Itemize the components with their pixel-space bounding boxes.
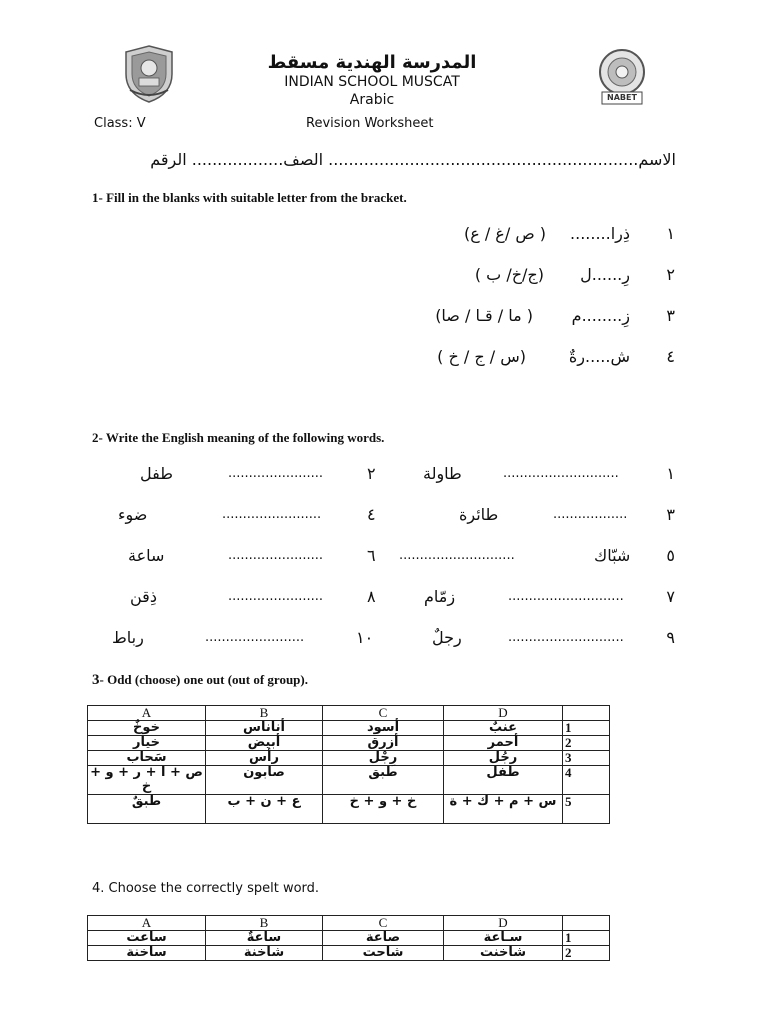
row-number: 3	[563, 751, 610, 766]
table-cell: رجُل	[444, 751, 563, 766]
q2-item-number: ١	[666, 464, 675, 483]
q2-word: رجلٌ	[432, 628, 462, 647]
q1-item-number: ١	[666, 224, 675, 243]
row-number: 2	[563, 736, 610, 751]
q2-word: طفل	[140, 464, 173, 483]
q1-item-options: ( ما / قـا / صا)	[435, 306, 533, 325]
column-header: A	[88, 916, 206, 931]
table-cell: ساخنة	[88, 946, 206, 961]
table-cell: ع + ن + ب	[206, 795, 323, 824]
table-row	[88, 766, 610, 795]
q2-item-number: ٥	[666, 546, 675, 565]
class-label: Class: V	[94, 116, 146, 131]
q1-heading: 1- Fill in the blanks with suitable letter from the bracket.	[92, 190, 407, 205]
row-number: 2	[563, 946, 610, 961]
q1-item-word: ش.....رةٌ	[568, 347, 630, 366]
q2-answer-blank: ........................	[222, 507, 322, 522]
q2-item-number: ٨	[367, 587, 376, 606]
q4-table	[87, 915, 610, 961]
table-cell: أسود	[323, 721, 444, 736]
table-cell: خ + و + خ	[323, 795, 444, 824]
q1-item-word: زِ........م	[571, 306, 630, 325]
column-header: B	[206, 706, 323, 721]
school-name-english: INDIAN SCHOOL MUSCAT	[284, 74, 460, 90]
q2-answer-blank: ........................	[205, 630, 305, 645]
table-row	[88, 721, 610, 736]
q2-answer-blank: .......................	[228, 589, 324, 604]
q2-answer-blank: ..................	[553, 507, 628, 522]
q3-table	[87, 705, 610, 824]
q2-item-number: ٤	[367, 505, 376, 524]
q2-word: زمّام	[424, 587, 456, 606]
table-cell: رأس	[206, 751, 323, 766]
q3-heading-text: - Odd (choose) one out (out of group).	[99, 672, 308, 687]
table-cell: سـاعة	[444, 931, 563, 946]
column-header: D	[444, 706, 563, 721]
table-cell: أزرق	[323, 736, 444, 751]
q2-heading: 2- Write the English meaning of the following words.	[92, 430, 385, 445]
column-header: A	[88, 706, 206, 721]
column-header: B	[206, 916, 323, 931]
table-header-row	[88, 916, 610, 931]
worksheet-title: Revision Worksheet	[306, 116, 434, 131]
q2-item-number: ٣	[666, 505, 675, 524]
q2-item-number: ٧	[666, 587, 675, 606]
column-header: C	[323, 706, 444, 721]
table-header-row	[88, 706, 610, 721]
q1-item-options: (ج/خ/ ب )	[474, 265, 544, 284]
q1-item-number: ٣	[666, 306, 675, 325]
column-header	[563, 706, 610, 721]
q1-item-options: ( ص /غ / ع)	[463, 224, 546, 243]
school-name-arabic: المدرسة الهندية مسقط	[267, 52, 477, 73]
table-cell: خيار	[88, 736, 206, 751]
table-row	[88, 931, 610, 946]
q2-word: طائرة	[459, 505, 499, 524]
table-cell: شاخنة	[206, 946, 323, 961]
row-number: 4	[563, 766, 610, 795]
table-cell: س + م + ك + ة	[444, 795, 563, 824]
table-cell: رِجْل	[323, 751, 444, 766]
table-cell: أحمر	[444, 736, 563, 751]
q2-answer-blank: ............................	[508, 589, 624, 604]
q1-item-number: ٢	[666, 265, 675, 284]
table-row	[88, 751, 610, 766]
table-cell: أناناس	[206, 721, 323, 736]
table-cell: طبق	[323, 766, 444, 795]
table-cell: طبقٌ	[88, 795, 206, 824]
q2-answer-blank: .......................	[228, 466, 324, 481]
q2-item-number: ٩	[666, 628, 675, 647]
q2-answer-blank: ............................	[503, 466, 619, 481]
row-number: 5	[563, 795, 610, 824]
table-cell: خوخٌ	[88, 721, 206, 736]
q2-item-number: ٦	[367, 546, 376, 565]
q4-heading: 4. Choose the correctly spelt word.	[92, 881, 320, 896]
row-number: 1	[563, 721, 610, 736]
q1-item-number: ٤	[666, 347, 675, 366]
table-cell: صاعة	[323, 931, 444, 946]
q3-heading	[92, 672, 308, 689]
table-row	[88, 736, 610, 751]
table-cell: صابون	[206, 766, 323, 795]
q2-answer-blank: .......................	[228, 548, 324, 563]
q1-item-options: (س / ج / خ )	[437, 347, 526, 366]
q1-item-word: رِ......ل	[580, 265, 630, 284]
subject-title: Arabic	[349, 92, 395, 108]
column-header: D	[444, 916, 563, 931]
column-header	[563, 916, 610, 931]
student-info-line: الاسم............................................................. الصف.................. الرقم	[150, 150, 676, 169]
table-cell: سَحاب	[88, 751, 206, 766]
q2-answer-blank: ............................	[399, 548, 515, 563]
q2-word: رباط	[112, 628, 144, 647]
row-number: 1	[563, 931, 610, 946]
column-header: C	[323, 916, 444, 931]
table-row	[88, 946, 610, 961]
q2-item-number: ١٠	[356, 628, 374, 647]
q2-word: ضوء	[118, 505, 148, 524]
table-cell: أبيض	[206, 736, 323, 751]
table-row	[88, 795, 610, 824]
q2-word: ذِقن	[130, 587, 157, 606]
table-cell: طفل	[444, 766, 563, 795]
q2-word: ساعة	[128, 546, 165, 565]
table-cell: ساعةٌ	[206, 931, 323, 946]
q3-heading-number: 3	[92, 672, 100, 688]
q2-word: شبّاك	[594, 546, 631, 565]
q2-word: طاولة	[423, 464, 462, 483]
school-crest-icon	[122, 44, 176, 104]
q1-item-word: ذِرا........	[570, 224, 630, 243]
table-cell: شاحت	[323, 946, 444, 961]
q2-item-number: ٢	[367, 464, 376, 483]
table-cell: ساعت	[88, 931, 206, 946]
table-cell: عنبٌ	[444, 721, 563, 736]
table-cell: ص + ا + ر + و + خ	[88, 766, 206, 795]
table-cell: شاخنت	[444, 946, 563, 961]
q2-answer-blank: ............................	[508, 630, 624, 645]
nabet-label: NABET	[607, 93, 637, 102]
